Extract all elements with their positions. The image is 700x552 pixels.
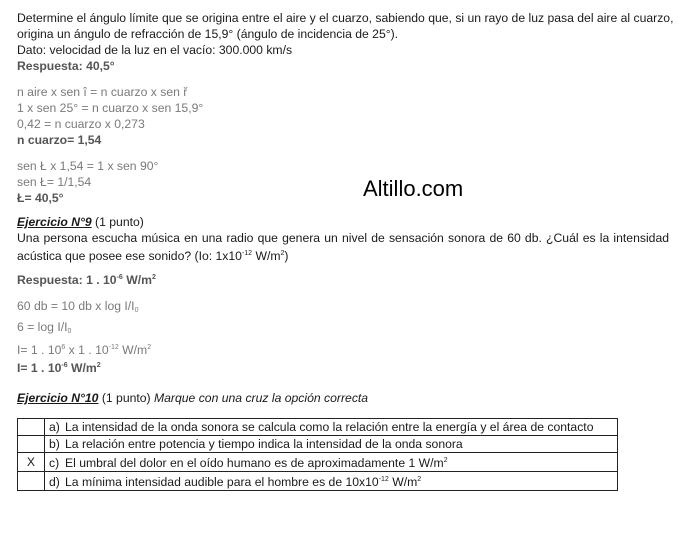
option-row-d[interactable] — [18, 472, 618, 491]
option-mark-cell[interactable] — [18, 472, 45, 491]
option-mark-cell[interactable] — [18, 436, 45, 453]
problem8-statement-line1: Determine el ángulo límite que se origina entre el aire y el cuarzo, sabiendo que, si un rayo de luz pasa del aire al cuarzo, — [17, 11, 674, 25]
problem8-step-4: sen Ł x 1,54 = 1 x sen 90° — [17, 159, 159, 173]
problem8-step-1: n aire x sen î = n cuarzo x sen ř — [17, 85, 188, 99]
exercise9-statement: Una persona escucha música en una radio que genera un nivel de sensación sonora de 60 db. ¿Cuál es la intensidad acústica que posee ese sonido? (Io: $1x10^{-12}$ $W/m^2$) — [17, 231, 669, 263]
exercise9-title: Ejercicio N°9 — [17, 215, 92, 229]
problem8-result2: Ł= 40,5° — [17, 191, 64, 205]
exercise9-step-2: $6 = \log I/I_0$ — [17, 320, 72, 335]
option-text-cell: c) El umbral del dolor en el oído humano es de aproximadamente 1 $W/m^2$ — [45, 453, 618, 472]
option-text-cell: d) La mínima intensidad audible para el hombre es de $10x10^{-12}$ $W/m^2$ — [45, 472, 618, 491]
watermark-logo: Altillo.com — [363, 176, 464, 201]
option-row-a[interactable] — [18, 419, 618, 436]
exercise9-heading — [17, 214, 669, 230]
option-text-cell: b) La relación entre potencia y tiempo indica la intensidad de la onda sonora — [45, 436, 618, 453]
problem8-step-5: sen Ł= 1/1,54 — [17, 175, 92, 189]
option-text-cell: a) La intensidad de la onda sonora se calcula como la relación entre la energía y el área de contacto — [45, 419, 618, 436]
exercise10-options-table — [17, 418, 618, 491]
problem8-answer: Respuesta: 40,5° — [17, 59, 115, 73]
option-row-c[interactable] — [18, 453, 618, 472]
exercise9-answer: Respuesta: 1 . $10^{-6}$ $W/m^2$ — [17, 273, 156, 287]
exercise10-points: (1 punto) — [98, 391, 154, 405]
option-mark-cell[interactable] — [18, 419, 45, 436]
exercise9-result: I= 1 . $10^{-6}$ $W/m^2$ — [17, 361, 101, 375]
option-row-b[interactable] — [18, 436, 618, 453]
exercise10-instruction: Marque con una cruz la opción correcta — [154, 391, 369, 405]
problem8-statement-line2: origina un ángulo de refracción de 15,9° (ángulo de incidencia de 25°). — [17, 27, 399, 41]
exercise9-points: (1 punto) — [91, 215, 144, 229]
problem8-step-3: 0,42 = n cuarzo x 0,273 — [17, 117, 145, 131]
exercise10-title: Ejercicio N°10 — [17, 391, 99, 405]
document-page — [17, 10, 674, 491]
problem8-data: Dato: velocidad de la luz en el vacío: 300.000 km/s — [17, 43, 293, 57]
option-mark-cell[interactable]: X — [18, 453, 45, 472]
exercise9-step-3: I= 1 . $10^6$ x 1 . $10^{-12}$ $W/m^2$ — [17, 343, 152, 357]
problem8-step-2: 1 x sen 25° = n cuarzo x sen 15,9° — [17, 101, 204, 115]
exercise10-heading — [17, 390, 669, 406]
exercise9-step-1: 60 db = 10 db x $\log I/I_0$ — [17, 299, 139, 314]
problem8-result: n cuarzo= 1,54 — [17, 133, 102, 147]
